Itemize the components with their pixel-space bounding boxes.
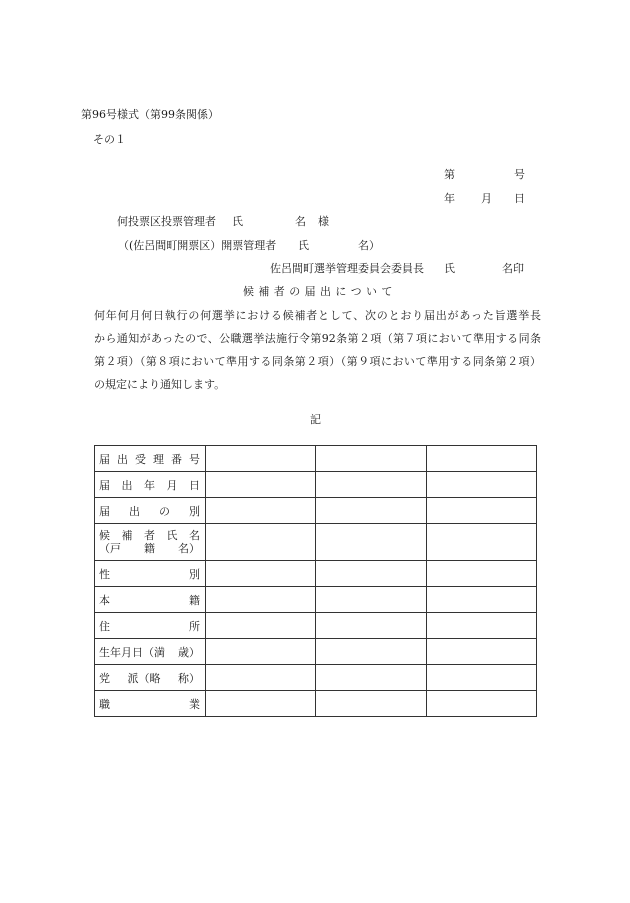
row-label: 生年月日（満 歳） [95,639,206,665]
addressee-line1-prefix: 何投票区投票管理者 [117,215,216,228]
value-cell[interactable] [206,524,316,561]
notification-table [94,445,537,717]
addressee-line2-shi: 氏 [298,239,309,252]
row-label: 性 別 [95,561,206,587]
sender-name-seal: 名印 [502,262,524,275]
value-cell[interactable] [316,524,426,561]
row-label: 党 派（略 称） [95,665,206,691]
table-row [95,561,537,587]
value-cell[interactable] [206,587,316,613]
value-cell[interactable] [426,691,536,717]
date-day: 日 [514,192,525,205]
value-cell[interactable] [316,665,426,691]
value-cell[interactable] [206,446,316,472]
form-number-title: 第96号様式（第99条関係） [81,108,219,121]
date-year: 年 [444,192,455,205]
body-line-4: の規定により通知します。 [94,378,226,391]
value-cell[interactable] [316,446,426,472]
value-cell[interactable] [316,691,426,717]
value-cell[interactable] [316,587,426,613]
value-cell[interactable] [426,524,536,561]
table-row [95,587,537,613]
addressee-line2-prefix: （(佐呂間町開票区）開票管理者 [118,239,277,252]
row-label: 職 業 [95,691,206,717]
addressee-honorific: 様 [318,215,329,228]
value-cell[interactable] [206,472,316,498]
row-label: 届 出 の 別 [95,498,206,524]
sender-shi: 氏 [444,262,455,275]
value-cell[interactable] [426,498,536,524]
value-cell[interactable] [426,587,536,613]
form-sub-title: その１ [93,133,126,146]
value-cell[interactable] [426,472,536,498]
value-cell[interactable] [426,613,536,639]
number-dai: 第 [444,168,455,181]
value-cell[interactable] [316,472,426,498]
value-cell[interactable] [206,665,316,691]
body-line-2: から通知があったので、公職選挙法施行令第92条第２項（第７項において準用する同条 [94,332,541,345]
value-cell[interactable] [206,613,316,639]
body-line-3: 第２項）（第８項において準用する同条第２項）（第９項において準用する同条第２項） [94,355,541,368]
row-label: 届 出 受 理 番 号 [95,446,206,472]
value-cell[interactable] [316,498,426,524]
row-label: 住 所 [95,613,206,639]
value-cell[interactable] [426,665,536,691]
value-cell[interactable] [206,561,316,587]
addressee-line2-name: 名） [358,239,380,252]
sender-org: 佐呂間町選挙管理委員会委員長 [270,262,424,275]
table-row [95,665,537,691]
addressee-line1-shi: 氏 [232,215,243,228]
value-cell[interactable] [316,613,426,639]
table-row [95,446,537,472]
value-cell[interactable] [206,691,316,717]
table-row [95,498,537,524]
table-row [95,524,537,561]
value-cell[interactable] [426,639,536,665]
row-label: 候 補 者 氏 名 （戸 籍 名） [95,524,206,561]
value-cell[interactable] [316,639,426,665]
row-label: 本 籍 [95,587,206,613]
value-cell[interactable] [426,446,536,472]
row-label: 届 出 年 月 日 [95,472,206,498]
value-cell[interactable] [206,498,316,524]
table-row [95,639,537,665]
number-go: 号 [514,168,525,181]
ki-marker: 記 [310,413,321,426]
date-month: 月 [481,192,492,205]
value-cell[interactable] [206,639,316,665]
table-row [95,472,537,498]
value-cell[interactable] [426,561,536,587]
table-row [95,691,537,717]
body-line-1: 何年何月何日執行の何選挙における候補者として、次のとおり届出があった旨選挙長 [94,309,541,322]
addressee-line1-name: 名 [295,215,306,228]
table-row [95,613,537,639]
document-subject: 候補者の届出について [243,285,397,298]
value-cell[interactable] [316,561,426,587]
